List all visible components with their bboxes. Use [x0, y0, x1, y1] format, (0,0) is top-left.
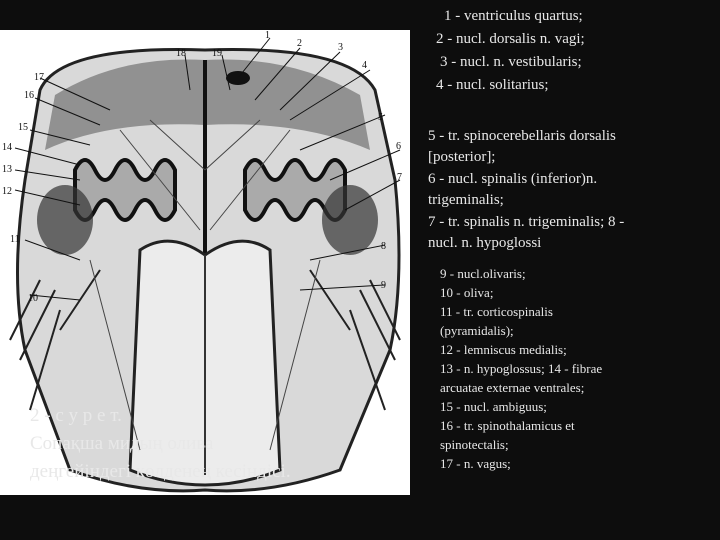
figure-number: 4 [362, 60, 367, 71]
label-line: 7 - tr. spinalis n. trigeminalis; 8 - [428, 214, 625, 230]
label-line: 5 - tr. spinocerebellaris dorsalis [428, 128, 616, 144]
label-line: spinotectalis; [440, 437, 509, 452]
figure-number: 13 [2, 164, 12, 175]
label-line: (pyramidalis); [440, 323, 514, 338]
figure-number: 12 [2, 186, 12, 197]
caption-line-3: деңгейіндегі көлденең кесіндісі. [30, 461, 291, 482]
label-line: nucl. n. hypoglossi [428, 235, 542, 251]
label-line: 10 - oliva; [440, 285, 494, 300]
label-line: 11 - tr. corticospinalis [440, 304, 553, 319]
label-line: 2 - nucl. dorsalis n. vagi; [436, 31, 585, 47]
label-line: 6 - nucl. spinalis (inferior)n. [428, 171, 598, 187]
caption-line-2: Сопақша мидың олива [30, 433, 214, 454]
caption-line-1: 2 - с у р е т. [30, 405, 122, 426]
figure-number: 2 [297, 38, 302, 49]
label-line: 3 - nucl. n. vestibularis; [440, 54, 582, 70]
figure-number: 10 [28, 293, 38, 304]
figure-number: 6 [396, 141, 401, 152]
figure-number: 8 [381, 241, 386, 252]
figure-number: 19 [212, 48, 222, 59]
label-line: 4 - nucl. solitarius; [436, 77, 549, 93]
figure-number: 18 [176, 48, 186, 59]
label-line: arcuatae externae ventrales; [440, 380, 585, 395]
figure-number: 5 [378, 112, 383, 123]
figure-number: 17 [34, 72, 44, 83]
label-line: 13 - n. hypoglossus; 14 - fibrae [440, 361, 603, 376]
figure-number: 3 [338, 42, 343, 53]
figure-number: 1 [265, 30, 270, 41]
figure-number: 15 [18, 122, 28, 133]
figure-number: 16 [24, 90, 34, 101]
figure-number: 9 [381, 280, 386, 291]
label-line: 12 - lemniscus medialis; [440, 342, 567, 357]
figure-number: 11 [10, 234, 20, 245]
label-line: trigeminalis; [428, 192, 504, 208]
label-line: 17 - n. vagus; [440, 456, 511, 471]
label-line: [posterior]; [428, 149, 496, 165]
label-line: 9 - nucl.olivaris; [440, 266, 526, 281]
label-line: 16 - tr. spinothalamicus et [440, 418, 575, 433]
figure-number: 14 [2, 142, 12, 153]
label-line: 1 - ventriculus quartus; [444, 8, 583, 24]
figure-number: 7 [397, 172, 402, 183]
label-line: 15 - nucl. ambiguus; [440, 399, 547, 414]
